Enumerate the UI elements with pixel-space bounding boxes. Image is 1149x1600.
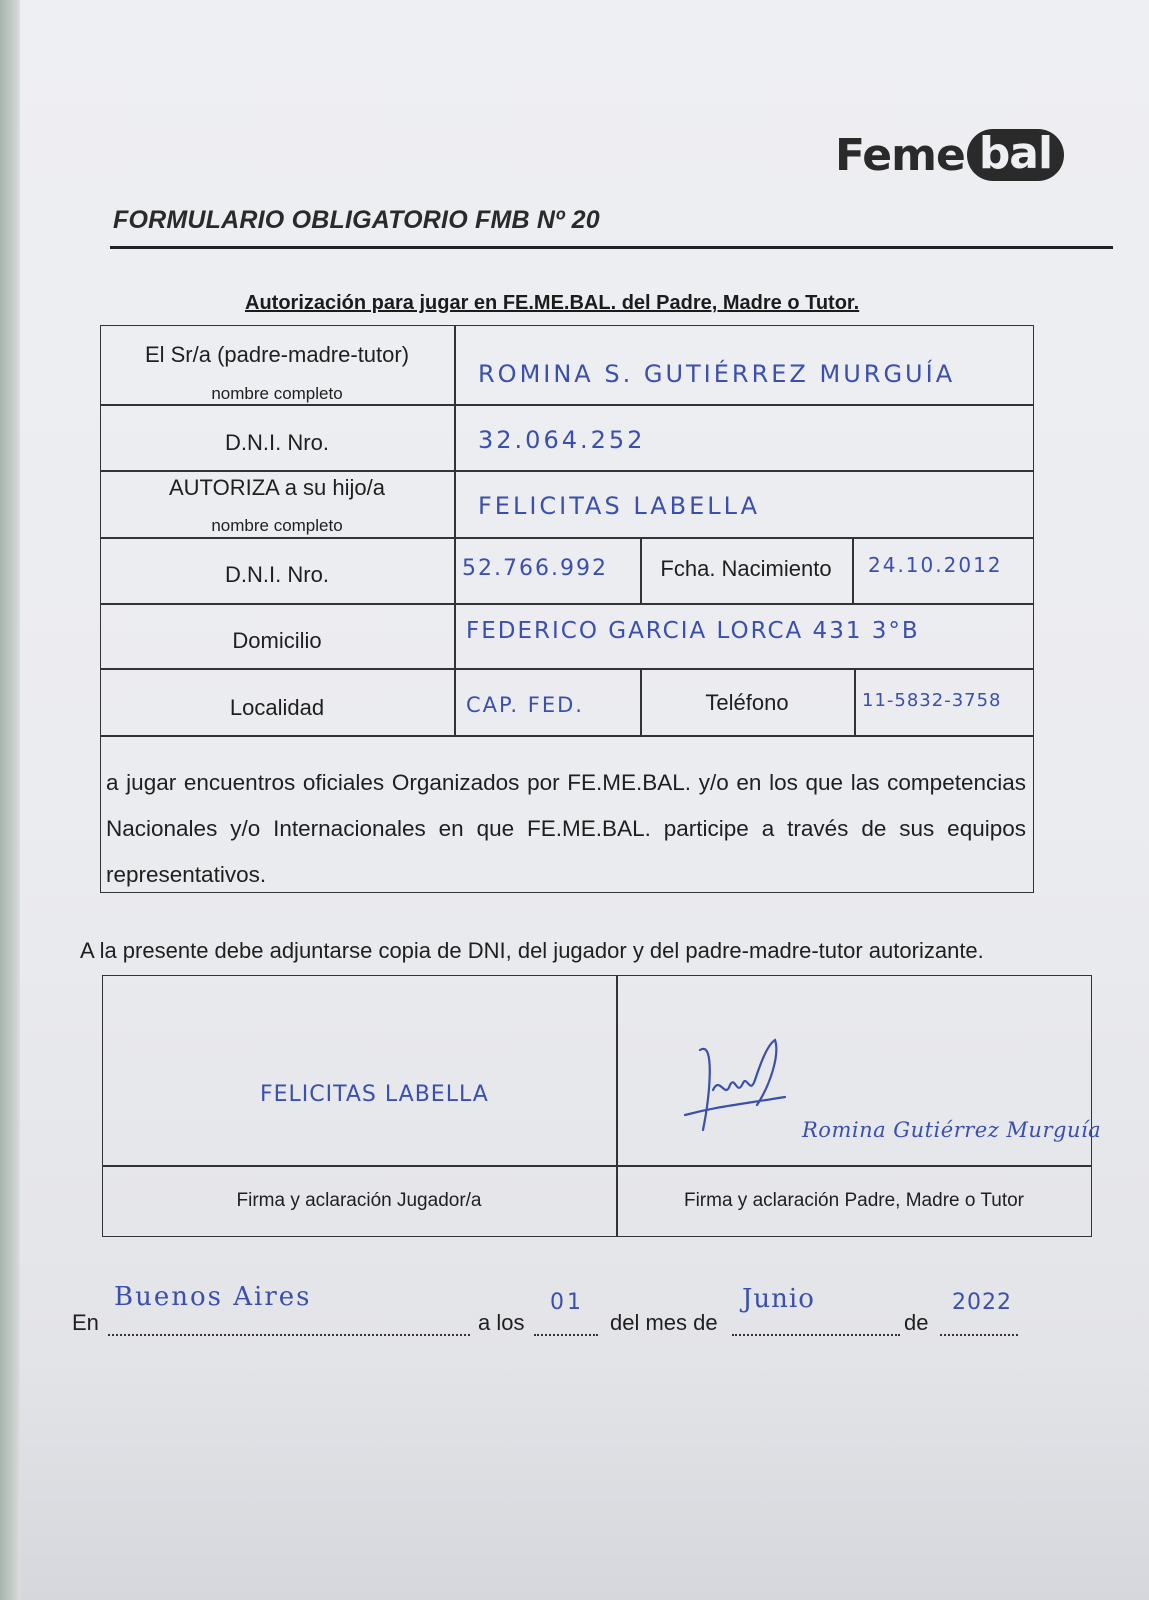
attachment-note: A la presente debe adjuntarse copia de DNI, del jugador y del padre-madre-tutor autorizante. (80, 938, 984, 963)
year-value: 2022 (952, 1290, 1012, 1315)
dni-label: D.N.I. Nro. (225, 430, 329, 455)
localidad-value: CAP. FED. (466, 693, 584, 717)
signature-row-divider (102, 1165, 1092, 1167)
birth-date-label: Fcha. Nacimiento (660, 556, 832, 581)
logo-suffix: bal (967, 129, 1064, 181)
form-subtitle: Autorización para jugar en FE.ME.BAL. del Padre, Madre o Tutor. (245, 292, 860, 314)
player-signature-label: Firma y aclaración Jugador/a (236, 1190, 482, 1211)
localidad-label: Localidad (229, 695, 325, 720)
birth-date-value: 24.10.2012 (868, 553, 1003, 577)
month-dotted-line (732, 1334, 900, 1336)
domicilio-label: Domicilio (232, 628, 322, 653)
row-divider (100, 603, 1034, 605)
form-title: FORMULARIO OBLIGATORIO FMB Nº 20 (113, 206, 600, 234)
player-clarification: FELICITAS LABELLA (260, 1082, 489, 1107)
nombre-completo-hint: nombre completo (211, 384, 343, 403)
date-mes-label: del mes de (610, 1310, 718, 1335)
tutor-name-value: ROMINA S. GUTIÉRREZ MURGUÍA (478, 360, 956, 388)
parent-signature-label: Firma y aclaración Padre, Madre o Tutor (683, 1190, 1025, 1211)
date-de-label: de (904, 1310, 929, 1335)
place-dotted-line (108, 1334, 470, 1336)
month-value: Junio (742, 1284, 815, 1314)
row-divider (100, 470, 1034, 472)
logo-prefix: Feme (835, 129, 965, 181)
row-divider (100, 735, 1034, 737)
autoriza-label: AUTORIZA a su hijo/a (168, 475, 385, 500)
column-divider (454, 325, 456, 735)
day-dotted-line (534, 1334, 598, 1336)
dni-label: D.N.I. Nro. (225, 562, 329, 587)
femebal-logo (835, 125, 1064, 185)
year-dotted-line (940, 1334, 1018, 1336)
nombre-completo-hint: nombre completo (211, 516, 343, 535)
column-divider (852, 537, 854, 603)
form-page (20, 0, 1149, 1600)
parent-signature-scribble (675, 1035, 815, 1155)
authorization-text: a jugar encuentros oficiales Organizados por FE.ME.BAL. y/o en los que las competencias Nacionales y/o Internacionales en que FE.ME.BAL. participe a través de sus equipos representativos. (106, 770, 1026, 887)
row-divider (100, 404, 1034, 406)
column-divider (854, 668, 856, 735)
parent-clarification: Romina Gutiérrez Murguía (802, 1118, 1102, 1142)
child-dni-value: 52.766.992 (462, 556, 608, 581)
domicilio-value: FEDERICO GARCIA LORCA 431 3°B (466, 618, 920, 644)
child-name-value: FELICITAS LABELLA (478, 492, 761, 520)
title-divider (110, 246, 1113, 249)
telefono-label: Teléfono (705, 690, 789, 715)
tutor-dni-value: 32.064.252 (478, 426, 646, 454)
telefono-value: 11-5832-3758 (862, 690, 1002, 711)
day-value: 01 (550, 1290, 584, 1315)
row-divider (100, 537, 1034, 539)
date-a-los-label: a los (478, 1310, 525, 1335)
row-divider (100, 668, 1034, 670)
place-value: Buenos Aires (114, 1282, 312, 1312)
date-en-label: En (72, 1310, 99, 1335)
tutor-label: El Sr/a (padre-madre-tutor) (144, 342, 410, 367)
